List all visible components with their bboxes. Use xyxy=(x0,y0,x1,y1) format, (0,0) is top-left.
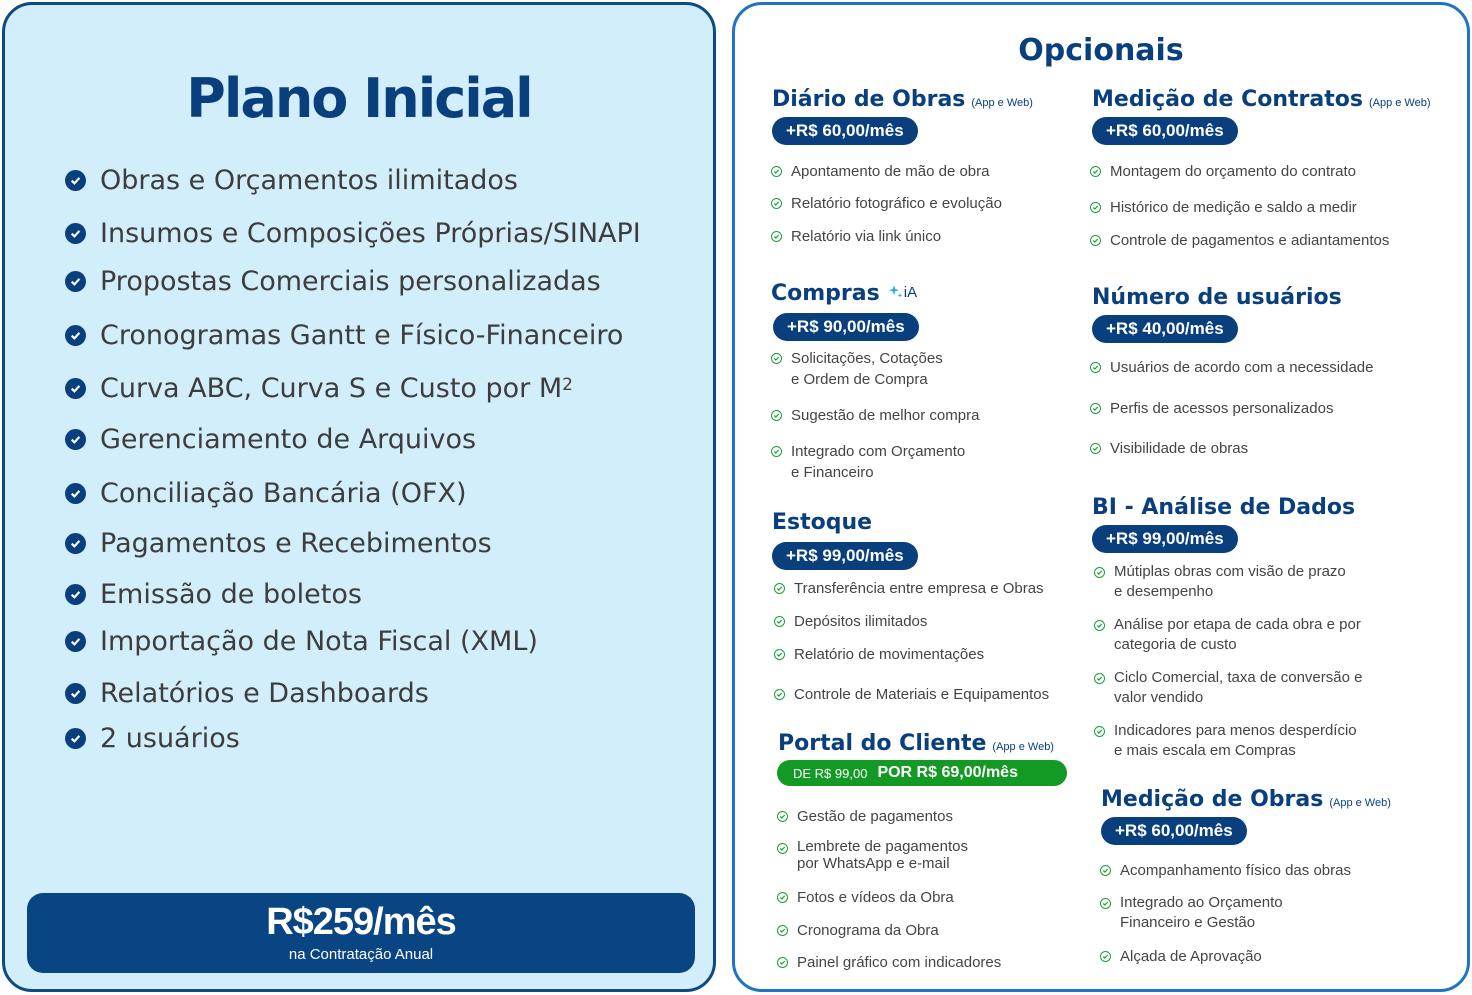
check-icon xyxy=(1090,362,1101,373)
section-title xyxy=(1101,787,1391,812)
option-item xyxy=(774,684,1049,705)
option-item xyxy=(777,887,954,908)
check-icon xyxy=(777,811,788,822)
check-icon xyxy=(65,533,86,554)
option-label: Alçada de Aprovação xyxy=(1120,948,1262,965)
check-icon xyxy=(771,198,782,209)
option-item xyxy=(771,161,989,182)
option-label: Apontamento de mão de obra xyxy=(791,163,990,180)
check-icon xyxy=(1090,403,1101,414)
option-label xyxy=(1114,668,1362,708)
feature-item xyxy=(65,373,573,404)
option-label: Transferência entre empresa e Obras xyxy=(794,580,1044,597)
section-title xyxy=(772,510,918,535)
ai-badge xyxy=(888,284,917,301)
option-label-line: e Ordem de Compra xyxy=(791,371,928,388)
option-label: Visibilidade de obras xyxy=(1110,440,1249,457)
section-title xyxy=(771,281,919,306)
option-item xyxy=(777,806,953,827)
option-label: Histórico de medição e saldo a medir xyxy=(1110,199,1357,216)
section-medicao-de-contratos xyxy=(1092,87,1431,145)
sparkle-icon xyxy=(888,284,904,300)
platform-tag: (App e Web) xyxy=(1329,797,1391,809)
feature-label: Relatórios e Dashboards xyxy=(100,678,429,709)
check-icon xyxy=(777,892,788,903)
option-label xyxy=(791,348,943,390)
feature-label: 2 usuários xyxy=(100,723,240,754)
feature-label: Importação de Nota Fiscal (XML) xyxy=(100,626,538,657)
section-title-text: Compras xyxy=(771,281,880,306)
option-item xyxy=(1094,562,1346,602)
feature-label: Conciliação Bancária (OFX) xyxy=(100,478,467,509)
price-pill: +R$ 99,00/mês xyxy=(772,542,918,570)
feature-item xyxy=(65,723,240,754)
check-icon xyxy=(774,689,785,700)
check-icon xyxy=(1090,166,1101,177)
option-label xyxy=(1120,893,1283,933)
option-item xyxy=(1094,721,1357,761)
option-label-line: Solicitações, Cotações xyxy=(791,350,943,367)
check-icon xyxy=(774,616,785,627)
check-icon xyxy=(65,378,86,399)
feature-item xyxy=(65,678,429,709)
old-price: DE R$ 99,00 xyxy=(793,765,868,781)
option-label-line: Indicadores para menos desperdício xyxy=(1114,722,1357,739)
feature-item xyxy=(65,424,476,455)
option-item xyxy=(771,226,941,247)
check-icon xyxy=(774,583,785,594)
section-title-text: Estoque xyxy=(772,510,873,535)
feature-label: Insumos e Composições Próprias/SINAPI xyxy=(100,218,641,249)
feature-item xyxy=(65,528,492,559)
check-icon xyxy=(1090,202,1101,213)
section-title-text: Diário de Obras xyxy=(772,87,966,112)
section-estoque xyxy=(772,510,918,570)
plan-price-box[interactable] xyxy=(27,893,695,973)
option-item xyxy=(774,644,984,665)
plan-title: Plano Inicial xyxy=(186,67,532,130)
check-icon xyxy=(777,843,788,854)
check-icon xyxy=(1094,673,1105,684)
feature-item xyxy=(65,579,362,610)
option-label: Acompanhamento físico das obras xyxy=(1120,862,1351,879)
option-label-line: e desempenho xyxy=(1114,583,1214,600)
option-label: Gestão de pagamentos xyxy=(797,808,953,825)
option-item xyxy=(1090,197,1357,218)
check-icon xyxy=(1094,726,1105,737)
option-item xyxy=(1090,161,1356,182)
option-item xyxy=(1100,946,1262,967)
option-label xyxy=(1114,721,1357,761)
check-icon xyxy=(1100,865,1111,876)
option-label: Usuários de acordo com a necessidade xyxy=(1110,359,1374,376)
check-icon xyxy=(65,584,86,605)
option-item xyxy=(1100,893,1283,933)
option-label: Montagem do orçamento do contrato xyxy=(1110,163,1356,180)
section-title-text: Medição de Contratos xyxy=(1092,87,1363,112)
option-label-line: Integrado ao Orçamento xyxy=(1120,894,1283,911)
section-title xyxy=(1092,285,1342,310)
feature-label: Emissão de boletos xyxy=(100,579,362,610)
optionals-title: Opcionais xyxy=(1018,33,1184,68)
option-item xyxy=(1090,357,1373,378)
platform-tag: (App e Web) xyxy=(971,97,1033,109)
option-label-line: Ciclo Comercial, taxa de conversão e xyxy=(1114,669,1363,686)
check-icon xyxy=(1100,898,1111,909)
check-icon xyxy=(1100,951,1111,962)
section-portal-do-cliente xyxy=(778,731,1067,786)
option-label: Controle de Materiais e Equipamentos xyxy=(794,686,1050,703)
plan-price: R$259/mês xyxy=(266,901,456,943)
feature-label: Gerenciamento de Arquivos xyxy=(100,424,477,455)
section-bi-analise-de-dados xyxy=(1092,495,1355,553)
feature-label: Curva ABC, Curva S e Custo por M xyxy=(100,373,563,404)
option-item xyxy=(771,405,979,426)
option-label: Controle de pagamentos e adiantamentos xyxy=(1110,232,1390,249)
superscript-two: 2 xyxy=(562,374,573,395)
section-numero-de-usuarios xyxy=(1092,285,1342,343)
option-label-line: Integrado com Orçamento xyxy=(791,443,966,460)
section-title xyxy=(778,731,1067,756)
option-item xyxy=(777,920,939,941)
option-label-line: Financeiro e Gestão xyxy=(1120,914,1256,931)
check-icon xyxy=(774,649,785,660)
option-item xyxy=(1090,438,1248,459)
feature-label: Cronogramas Gantt e Físico-Financeiro xyxy=(100,320,624,351)
price-pill: +R$ 60,00/mês xyxy=(1101,817,1247,845)
section-title-text: Portal do Cliente xyxy=(778,731,987,756)
platform-tag: (App e Web) xyxy=(992,741,1054,753)
option-label: Relatório via link único xyxy=(791,228,942,245)
platform-tag: (App e Web) xyxy=(1368,97,1431,109)
check-icon xyxy=(771,410,782,421)
section-diario-de-obras xyxy=(772,87,1033,145)
feature-item xyxy=(65,626,538,657)
option-item xyxy=(777,838,968,872)
check-icon xyxy=(1094,567,1105,578)
option-label: Painel gráfico com indicadores xyxy=(797,954,1002,971)
check-icon xyxy=(771,231,782,242)
check-icon xyxy=(771,353,782,364)
option-label: Cronograma da Obra xyxy=(797,922,939,939)
feature-item xyxy=(65,218,641,249)
check-icon xyxy=(777,957,788,968)
check-icon xyxy=(771,166,782,177)
option-label-line: e Financeiro xyxy=(791,464,874,481)
option-label xyxy=(797,838,968,872)
option-label: Relatório fotográfico e evolução xyxy=(791,195,1002,212)
check-icon xyxy=(65,429,86,450)
option-label-line: Análise por etapa de cada obra e por xyxy=(1114,616,1361,633)
price-pill: +R$ 60,00/mês xyxy=(1092,117,1238,145)
feature-item xyxy=(65,478,467,509)
section-title-text: BI - Análise de Dados xyxy=(1092,495,1356,520)
option-label-line: Lembrete de pagamentos xyxy=(797,838,968,855)
section-title xyxy=(772,87,1033,112)
option-label: Depósitos ilimitados xyxy=(794,613,928,630)
check-icon xyxy=(65,683,86,704)
option-label-line: categoria de custo xyxy=(1114,636,1237,653)
option-label-line: valor vendido xyxy=(1114,689,1204,706)
option-item xyxy=(1094,615,1361,655)
check-icon xyxy=(65,271,86,292)
check-icon xyxy=(65,483,86,504)
optionals-card xyxy=(732,2,1470,992)
feature-label: Pagamentos e Recebimentos xyxy=(100,528,492,559)
feature-label: Propostas Comerciais personalizadas xyxy=(100,266,601,297)
option-label xyxy=(1114,615,1361,655)
price-pill: +R$ 99,00/mês xyxy=(1092,525,1238,553)
option-item xyxy=(1094,668,1362,708)
option-label: Sugestão de melhor compra xyxy=(791,407,980,424)
option-label xyxy=(1114,562,1346,602)
option-item xyxy=(771,193,1002,214)
option-item xyxy=(771,441,965,483)
section-compras xyxy=(771,281,919,341)
section-medicao-de-obras xyxy=(1101,787,1391,845)
feature-item xyxy=(65,165,518,196)
price-pill: +R$ 90,00/mês xyxy=(773,313,919,341)
price-pill: +R$ 40,00/mês xyxy=(1092,315,1238,343)
option-label: Relatório de movimentações xyxy=(794,646,985,663)
check-icon xyxy=(1094,620,1105,631)
option-item xyxy=(1100,860,1351,881)
section-title xyxy=(1092,495,1355,520)
option-item xyxy=(1090,398,1333,419)
option-item xyxy=(774,578,1044,599)
check-icon xyxy=(1090,235,1101,246)
option-item xyxy=(777,952,1001,973)
option-label: Fotos e vídeos da Obra xyxy=(797,889,954,906)
feature-label: Obras e Orçamentos ilimitados xyxy=(100,165,518,196)
promo-price-pill xyxy=(777,760,1067,786)
option-label-line: e mais escala em Compras xyxy=(1114,742,1296,759)
check-icon xyxy=(1090,443,1101,454)
check-icon xyxy=(65,170,86,191)
ai-label: iA xyxy=(903,283,918,301)
check-icon xyxy=(65,325,86,346)
check-icon xyxy=(777,925,788,936)
price-pill: +R$ 60,00/mês xyxy=(772,117,918,145)
option-item xyxy=(1090,230,1389,251)
check-icon xyxy=(771,446,782,457)
option-label-line: por WhatsApp e e-mail xyxy=(797,855,950,872)
option-item xyxy=(774,611,927,632)
feature-item xyxy=(65,266,601,297)
option-label-line: Mútiplas obras com visão de prazo xyxy=(1114,563,1346,580)
section-title-text: Medição de Obras xyxy=(1101,787,1324,812)
check-icon xyxy=(65,631,86,652)
new-price: POR R$ 69,00/mês xyxy=(877,764,1018,781)
plan-price-note: na Contratação Anual xyxy=(288,946,434,963)
check-icon xyxy=(65,728,86,749)
check-icon xyxy=(65,223,86,244)
option-label: Perfis de acessos personalizados xyxy=(1110,400,1334,417)
section-title-text: Número de usuários xyxy=(1092,285,1342,310)
option-label xyxy=(791,441,965,483)
feature-item xyxy=(65,320,623,351)
section-title xyxy=(1092,87,1431,112)
option-item xyxy=(771,348,943,390)
plan-card xyxy=(2,2,716,992)
